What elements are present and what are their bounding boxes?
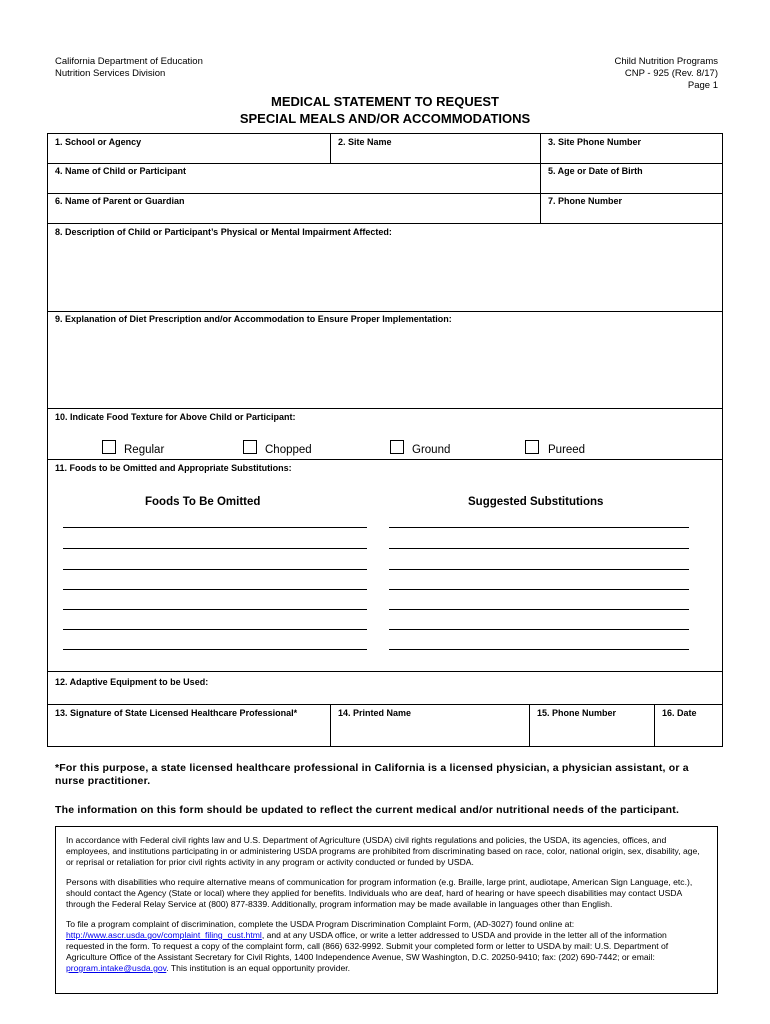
substitution-line[interactable] [389,527,689,528]
parent-phone-label: 7. Phone Number [548,196,623,206]
checkbox-ground-label: Ground [412,444,451,456]
substitution-line[interactable] [389,569,689,570]
professional-phone-label: 15. Phone Number [537,708,617,718]
complaint-form-link[interactable]: http://www.ascr.usda.gov/complaint_filing_cust.html [66,930,262,940]
site-phone-label: 3. Site Phone Number [548,137,642,147]
printed-name-label: 14. Printed Name [338,708,412,718]
child-name-label: 4. Name of Child or Participant [55,166,187,176]
checkbox-pureed-label: Pureed [548,444,586,456]
substitution-line[interactable] [389,629,689,630]
civil-rights-statement [55,826,718,994]
form-id-header [615,56,718,92]
complaint-text-intro: To file a program complaint of discrimination, complete the USDA Program Discrimination Complaint Form, (AD-3027) found online at: [66,919,575,929]
title-line-2: SPECIAL MEALS AND/OR ACCOMMODATIONS [239,111,531,126]
page-number: Page 1 [687,80,718,91]
omitted-food-line[interactable] [63,569,367,570]
checkbox-chopped[interactable] [243,440,257,454]
complaint-text-closing: . This institution is an equal opportunity provider. [166,963,351,973]
complaint-text-body: , and at any USDA office, or write a letter addressed to USDA and provide in the letter all of the information requested in the form. To request a copy of the complaint form, call (866) 632-9992. Submit your completed form or letter to USDA by mail: U.S. Department of Agriculture Office of the Assistant Secretary for Civil Rights, 1400 Independence Avenue, SW Washington, D.C. 20250-9410; fax: (202) 690-7442; or email: [66,930,669,962]
adaptive-equipment-label: 12. Adaptive Equipment to be Used: [55,677,209,687]
substitutions-label: 11. Foods to be Omitted and Appropriate Substitutions: [55,463,292,473]
diet-prescription-field[interactable] [47,311,723,409]
omitted-food-line[interactable] [63,548,367,549]
substitution-line[interactable] [389,649,689,650]
date-label: 16. Date [662,708,697,718]
checkbox-pureed[interactable] [525,440,539,454]
agency-header [55,56,203,80]
title-line-1: MEDICAL STATEMENT TO REQUEST [271,94,499,109]
suggested-substitutions-header: Suggested Substitutions [468,496,604,508]
signature-label: 13. Signature of State Licensed Healthcare Professional* [55,708,298,718]
checkbox-chopped-label: Chopped [265,444,312,456]
healthcare-professional-footnote: *For this purpose, a state licensed healthcare professional in California is a licensed physician, a physician assistant, or a nurse practitioner. [55,762,689,787]
omitted-food-line[interactable] [63,649,367,650]
omitted-foods-header: Foods To Be Omitted [145,496,261,508]
diet-prescription-label: 9. Explanation of Diet Prescription and/or Accommodation to Ensure Proper Implementation: [55,314,452,324]
form-number: CNP - 925 (Rev. 8/17) [624,68,718,79]
school-agency-label: 1. School or Agency [55,137,142,147]
omitted-food-line[interactable] [63,527,367,528]
form-title [0,93,770,127]
omitted-food-line[interactable] [63,629,367,630]
impairment-description-label: 8. Description of Child or Participant’s Physical or Mental Impairment Affected: [55,227,392,237]
substitution-line[interactable] [389,609,689,610]
omitted-food-line[interactable] [63,609,367,610]
complaint-paragraph [66,919,707,974]
checkbox-regular[interactable] [102,440,116,454]
site-name-label: 2. Site Name [338,137,392,147]
update-notice: The information on this form should be updated to reflect the current medical and/or nutritional needs of the participant. [55,804,680,816]
nondiscrimination-paragraph: In accordance with Federal civil rights law and U.S. Department of Agriculture (USDA) civil rights regulations and policies, the USDA, its agencies, offices, and employees, and institutions participating in or administering USDA programs are prohibited from discriminating based on race, color, national origin, sex, disability, age, or reprisal or retaliation for prior civil rights activity in any program or activity conducted or funded by USDA. [66,835,700,867]
department-name: California Department of Education [55,56,203,67]
program-name: Child Nutrition Programs [614,56,718,67]
program-intake-email-link[interactable]: program.intake@usda.gov [66,963,167,973]
division-name: Nutrition Services Division [55,68,166,79]
parent-name-label: 6. Name of Parent or Guardian [55,196,185,206]
omitted-food-line[interactable] [63,589,367,590]
checkbox-regular-label: Regular [124,444,165,456]
checkbox-ground[interactable] [390,440,404,454]
age-dob-label: 5. Age or Date of Birth [548,166,643,176]
substitutions-section [47,459,723,672]
food-texture-label: 10. Indicate Food Texture for Above Child or Participant: [55,412,296,422]
substitution-line[interactable] [389,548,689,549]
substitution-line[interactable] [389,589,689,590]
alternative-communication-paragraph: Persons with disabilities who require alternative means of communication for program information (e.g. Braille, large print, audiotape, American Sign Language, etc.), should contact the Agency (State or local) where they applied for benefits. Individuals who are deaf, hard of hearing or have speech disabilities may contact USDA through the Federal Relay Service at (800) 877-8339. Additionally, program information may be made available in languages other than English. [66,877,693,909]
